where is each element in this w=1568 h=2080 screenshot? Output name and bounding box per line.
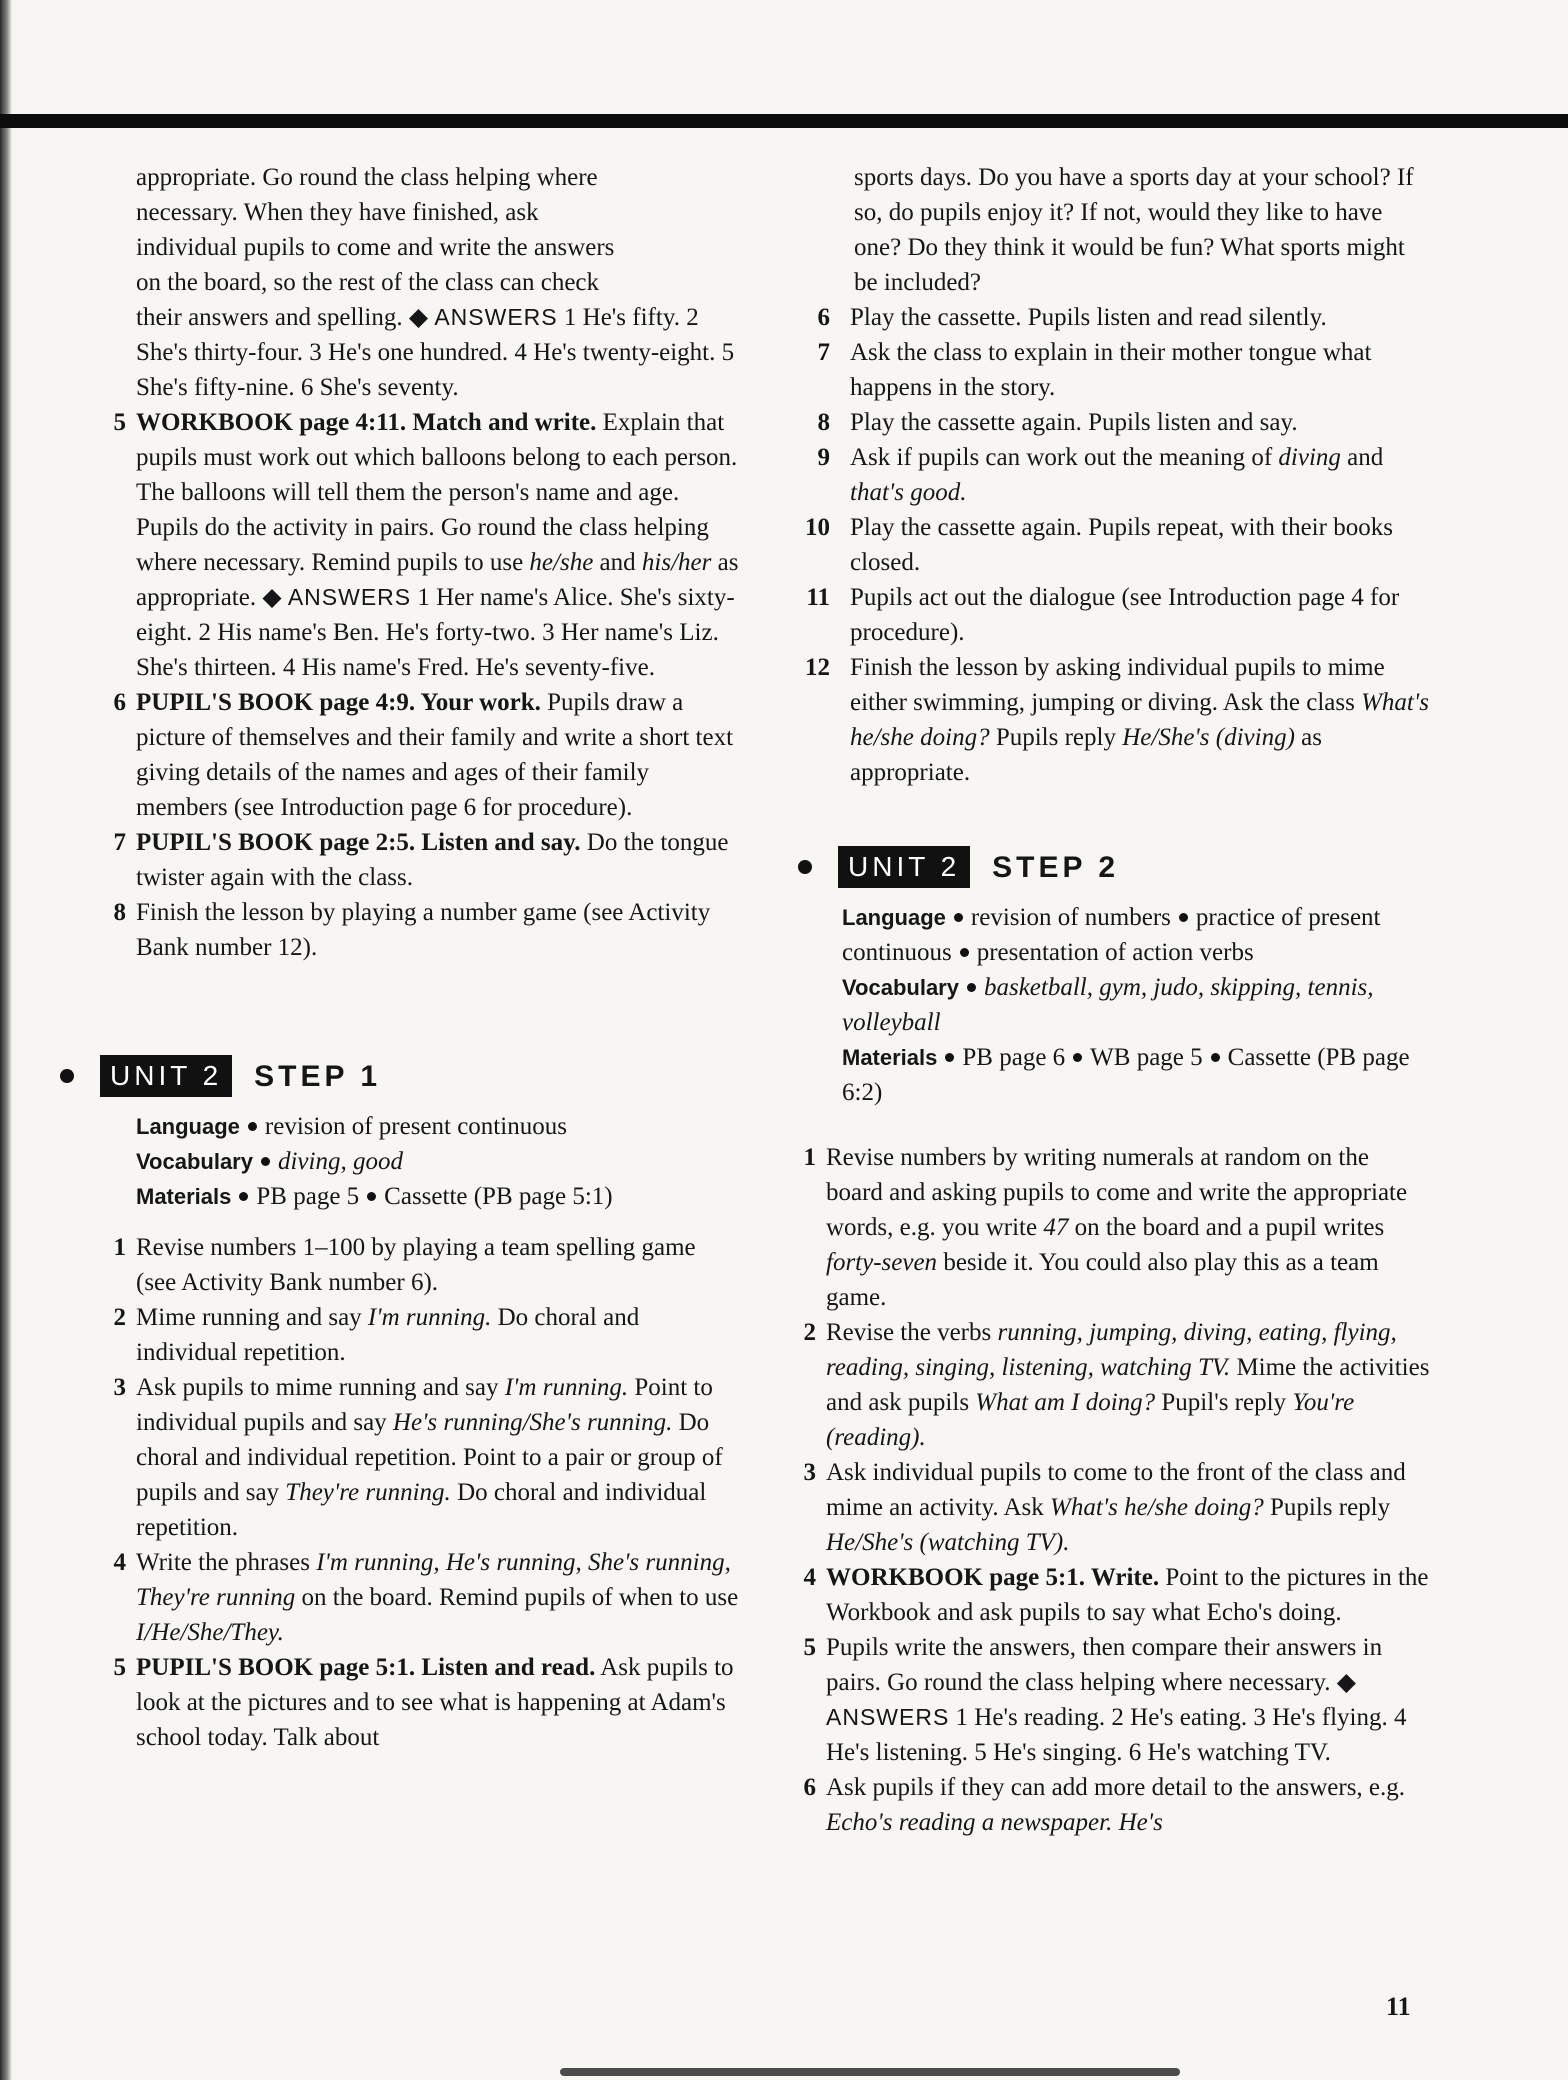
item-heading: PUPIL'S BOOK page 5:1. Listen and read.: [136, 1654, 596, 1681]
list-item: 11 Pupils act out the dialogue (see Introduction page 4 for procedure).: [790, 580, 1430, 650]
page-number: 11: [1386, 1992, 1411, 2021]
item-number: 1: [803, 1144, 816, 1171]
list-item: 5 Pupils write the answers, then compare their answers in pairs. Go round the class helping where necessary. ◆ ANSWERS 1 He's reading. 2 He's eating. 3 He's flying. 4 He's listening. 5 He's singing. 6 He's watching TV.: [790, 1630, 1430, 1770]
list-item: 5 WORKBOOK page 4:11. Match and write. Explain that pupils must work out which balloons belong to each person. The balloons will tell them the person's name and age. Pupils do the activity in pairs. Go round the class helping where necessary. Remind pupils to use he/she and his/her as appropriate. ◆ ANSWERS 1 Her name's Alice. She's sixty-eight. 2 His name's Ben. He's forty-two. 3 Her name's Liz. She's thirteen. 4 His name's Fred. He's seventy-five.: [100, 405, 740, 685]
diamond-icon: ◆: [262, 584, 282, 611]
list-item: 1 Revise numbers by writing numerals at random on the board and asking pupils to come and write the appropriate words, e.g. you write 47 on the board and a pupil writes forty-seven beside it. You could also play this as a team game.: [790, 1140, 1430, 1315]
list-item: 7 PUPIL'S BOOK page 2:5. Listen and say. Do the tongue twister again with the class.: [100, 825, 740, 895]
bullet-icon: [261, 1157, 270, 1166]
item-number: 2: [113, 1304, 126, 1331]
list-item: 8 Play the cassette again. Pupils listen and say.: [790, 405, 1430, 440]
item-number: 7: [817, 339, 830, 366]
answers-label: ANSWERS: [434, 304, 558, 330]
item-number: 4: [803, 1564, 816, 1591]
item-number: 3: [113, 1374, 126, 1401]
vocabulary-line: Vocabulary diving, good: [136, 1148, 403, 1175]
item-number: 6: [817, 304, 830, 331]
item-number: 3: [803, 1459, 816, 1486]
unit-heading: [60, 1051, 740, 1101]
materials-line: Materials PB page 6 WB page 5 Cassette (PB page 6:2): [842, 1044, 1410, 1106]
vocabulary-line: Vocabulary basketball, gym, judo, skipping, tennis, volleyball: [842, 974, 1374, 1036]
bullet-icon: [960, 948, 969, 957]
item-heading: PUPIL'S BOOK page 4:9. Your work.: [136, 689, 541, 716]
list-item: 5 PUPIL'S BOOK page 5:1. Listen and read. Ask pupils to look at the pictures and to see what is happening at Adam's school today. Talk about: [100, 1650, 740, 1755]
item-number: 7: [113, 829, 126, 856]
intro-continuation: appropriate. Go round the class helping where necessary. When they have finished, ask individual pupils to come and write the answers on the board, so the rest of the class can check their answers and spelling. ◆ ANSWERS 1 He's fifty. 2 She's thirty-four. 3 He's one hundred. 4 He's twenty-eight. 5 She's fifty-nine. 6 She's seventy.: [136, 164, 735, 401]
list-item: 6 Play the cassette. Pupils listen and read silently.: [790, 300, 1430, 335]
language-line: Language revision of numbers practice of present continuous presentation of action verbs: [842, 904, 1381, 966]
list-item: 4 WORKBOOK page 5:1. Write. Point to the pictures in the Workbook and ask pupils to say what Echo's doing.: [790, 1560, 1430, 1630]
bullet-icon: [1073, 1053, 1082, 1062]
bullet-icon: [1211, 1053, 1220, 1062]
diamond-icon: ◆: [408, 304, 429, 331]
list-item: 6 Ask pupils if they can add more detail to the answers, e.g. Echo's reading a newspaper. He's: [790, 1770, 1430, 1840]
language-line: Language revision of present continuous: [136, 1113, 567, 1140]
story-continuation: sports days. Do you have a sports day at your school? If so, do pupils enjoy it? If not, would they like to have one? Do they think it would be fun? What sports might be included?: [854, 164, 1414, 296]
item-number: 1: [113, 1234, 126, 1261]
bullet-icon: [798, 860, 812, 874]
answers-text: 1 He's fifty. 2 She's thirty-four. 3 He's one hundred. 4 He's twenty-eight. 5 She's fifty-nine. 6 She's seventy.: [136, 304, 735, 401]
unit-heading: [798, 842, 1430, 892]
page-binding-shadow: [0, 0, 12, 2080]
bullet-icon: [60, 1069, 74, 1083]
left-column: [100, 160, 740, 1755]
materials-line: Materials PB page 5 Cassette (PB page 5:1): [136, 1183, 613, 1210]
unit-label: UNIT 2: [100, 1055, 232, 1097]
bullet-icon: [945, 1053, 954, 1062]
bullet-icon: [239, 1192, 248, 1201]
item-number: 6: [113, 689, 126, 716]
item-number: 12: [805, 654, 830, 681]
item-number: 5: [113, 1654, 126, 1681]
bullet-icon: [367, 1192, 376, 1201]
list-item: 9 Ask if pupils can work out the meaning of diving and that's good.: [790, 440, 1430, 510]
header-rule: [0, 114, 1568, 128]
list-item: 3 Ask pupils to mime running and say I'm running. Point to individual pupils and say He's running/She's running. Do choral and individual repetition. Point to a pair or group of pupils and say They're running. Do choral and individual repetition.: [100, 1370, 740, 1545]
answers-text: 1 He's reading. 2 He's eating. 3 He's flying. 4 He's listening. 5 He's singing. 6 He's watching TV.: [826, 1704, 1407, 1766]
step-label: STEP 1: [254, 1059, 382, 1093]
list-item: 4 Write the phrases I'm running, He's running, She's running, They're running on the board. Remind pupils of when to use I/He/She/They.: [100, 1545, 740, 1650]
answers-label: ANSWERS: [826, 1704, 950, 1730]
item-number: 5: [113, 409, 126, 436]
list-item: 8 Finish the lesson by playing a number game (see Activity Bank number 12).: [100, 895, 740, 965]
item-number: 2: [803, 1319, 816, 1346]
item-heading: WORKBOOK page 5:1. Write.: [826, 1564, 1160, 1591]
list-item: 1 Revise numbers 1–100 by playing a team spelling game (see Activity Bank number 6).: [100, 1230, 740, 1300]
list-item: 12 Finish the lesson by asking individual pupils to mime either swimming, jumping or diving. Ask the class What's he/she doing? Pupils reply He/She's (diving) as appropriate.: [790, 650, 1430, 790]
bullet-icon: [954, 913, 963, 922]
item-number: 10: [805, 514, 830, 541]
list-item: 2 Revise the verbs running, jumping, diving, eating, flying, reading, singing, listening, watching TV. Mime the activities and ask pupils What am I doing? Pupil's reply You're (reading).: [790, 1315, 1430, 1455]
list-item: 6 PUPIL'S BOOK page 4:9. Your work. Pupils draw a picture of themselves and their family and write a short text giving details of the names and ages of their family members (see Introduction page 6 for procedure).: [100, 685, 740, 825]
answers-label: ANSWERS: [287, 584, 412, 610]
item-heading: PUPIL'S BOOK page 2:5. Listen and say.: [136, 829, 581, 856]
bullet-icon: [248, 1122, 257, 1131]
page-edge-shadow: [560, 2068, 1180, 2076]
bullet-icon: [967, 983, 976, 992]
unit-label: UNIT 2: [838, 846, 970, 888]
bullet-icon: [1179, 913, 1188, 922]
item-number: 5: [803, 1634, 816, 1661]
item-number: 6: [803, 1774, 816, 1801]
item-number: 4: [113, 1549, 126, 1576]
item-number: 11: [806, 584, 830, 611]
list-item: 2 Mime running and say I'm running. Do choral and individual repetition.: [100, 1300, 740, 1370]
item-number: 8: [113, 899, 126, 926]
item-heading: WORKBOOK page 4:11. Match and write.: [136, 409, 597, 436]
list-item: 3 Ask individual pupils to come to the front of the class and mime an activity. Ask What's he/she doing? Pupils reply He/She's (watching TV).: [790, 1455, 1430, 1560]
diamond-icon: ◆: [1336, 1669, 1356, 1696]
item-number: 8: [817, 409, 830, 436]
step-label: STEP 2: [992, 850, 1120, 884]
item-number: 9: [817, 444, 830, 471]
right-column: [790, 160, 1430, 1840]
list-item: 10 Play the cassette again. Pupils repeat, with their books closed.: [790, 510, 1430, 580]
list-item: 7 Ask the class to explain in their mother tongue what happens in the story.: [790, 335, 1430, 405]
answers-text: 1 Her name's Alice. She's sixty-eight. 2 His name's Ben. He's forty-two. 3 Her name's Liz. She's thirteen. 4 His name's Fred. He's seventy-five.: [136, 584, 735, 681]
